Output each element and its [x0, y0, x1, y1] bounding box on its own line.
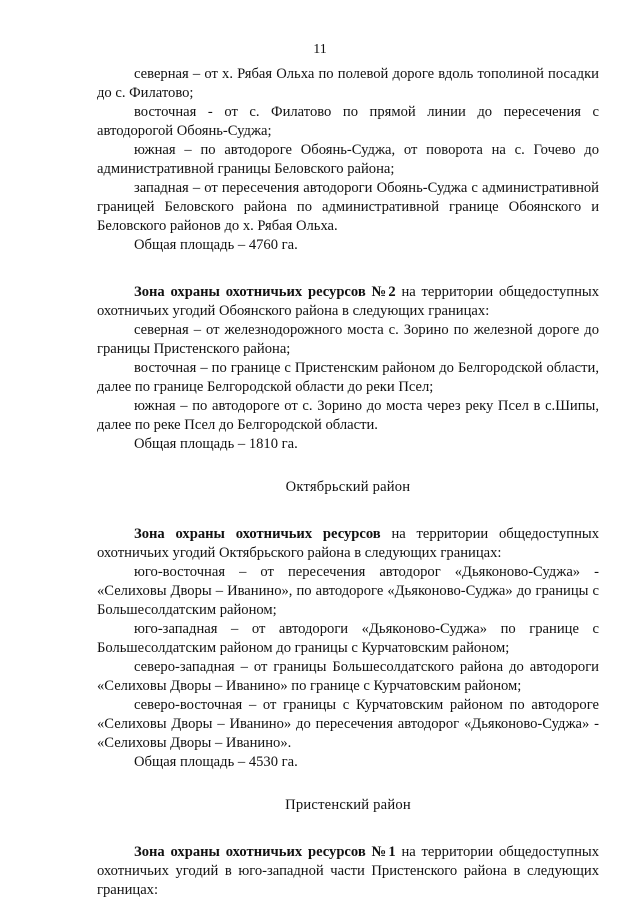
zone-section-oboyan-2 [97, 283, 599, 454]
document-body [97, 65, 599, 900]
total-area: Общая площадь – 4530 га. [134, 754, 298, 770]
district-heading-pristensky: Пристенский район [285, 797, 411, 813]
zone-intro-text: на территории общедоступных охотничьих угодий Обоянского района в следующих границах: [97, 284, 599, 319]
zone-section-oboyan-1-boundaries [97, 65, 599, 255]
total-area: Общая площадь – 4760 га. [134, 237, 298, 253]
zone-intro [97, 525, 599, 563]
zone-title: Зона охраны охотничьих ресурсов №1 [134, 844, 396, 860]
boundary-south: южная – по автодороге от с. Зорино до моста через реку Псел в с.Шипы, далее по реке Псел до Белгородской области. [97, 398, 599, 433]
boundary-south-west: юго-западная – от автодороги «Дьяконово-Суджа» по границе с Большесолдатским районом до границы с Курчатовским районом; [97, 621, 599, 656]
zone-section-pristensky-1 [97, 843, 599, 900]
zone-title: Зона охраны охотничьих ресурсов [134, 526, 381, 542]
total-area: Общая площадь – 1810 га. [134, 436, 298, 452]
zone-section-oktyabrsky [97, 525, 599, 772]
zone-title: Зона охраны охотничьих ресурсов №2 [134, 284, 396, 300]
boundary-south: южная – по автодороге Обоянь-Суджа, от поворота на с. Гочево до административной границы Беловского района; [97, 142, 599, 177]
zone-intro [97, 843, 599, 900]
boundary-west: западная – от пересечения автодороги Обоянь-Суджа с административной границей Беловского района по административной границе Обоянского и Беловского районов до х. Рябая Ольха. [97, 180, 599, 234]
zone-intro [97, 283, 599, 321]
boundary-east: восточная – по границе с Пристенским районом до Белгородской области, далее по границе Белгородской области до реки Псел; [97, 360, 599, 395]
boundary-north: северная – от железнодорожного моста с. Зорино по железной дороге до границы Пристенского района; [97, 322, 599, 357]
boundary-north-east: северо-восточная – от границы с Курчатовским районом по автодороге «Селиховы Дворы – Иванино» до пересечения автодорог «Дьяконово-Суджа» - «Селиховы Дворы – Иванино». [97, 697, 599, 751]
page-number: 11 [313, 42, 327, 57]
boundary-east: восточная - от с. Филатово по прямой линии до пересечения с автодорогой Обоянь-Суджа; [97, 104, 599, 139]
boundary-south-east: юго-восточная – от пересечения автодорог «Дьяконово-Суджа» - «Селиховы Дворы – Иванино», по автодороге «Дьяконово-Суджа» до границы с Большесолдатским районом; [97, 564, 599, 618]
district-heading-oktyabrsky: Октябрьский район [285, 479, 411, 495]
boundary-north-west: северо-западная – от границы Большесолдатского района до автодороги «Селиховы Дворы – Иванино» по границе с Курчатовским районом; [97, 659, 599, 694]
boundary-north: северная – от х. Рябая Ольха по полевой дороге вдоль тополиной посадки до с. Филатово; [97, 66, 599, 101]
zone-intro-text: на территории общедоступных охотничьих угодий в юго-западной части Пристенского района в следующих границах: [97, 844, 599, 898]
zone-intro-text: на территории общедоступных охотничьих угодий Октябрьского района в следующих границах: [97, 526, 599, 561]
